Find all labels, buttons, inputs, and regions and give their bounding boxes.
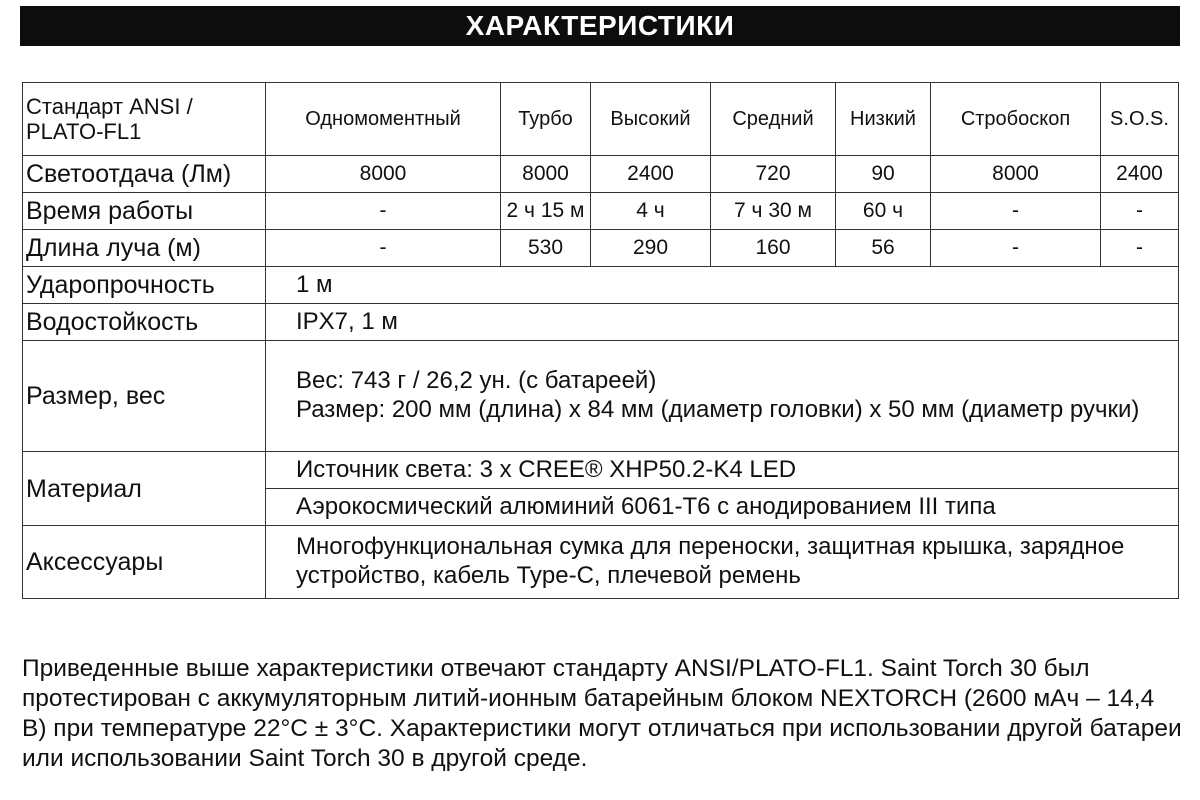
row-label: Материал: [23, 452, 266, 526]
table-cell: 720: [711, 156, 836, 193]
table-row-material: [23, 452, 1179, 489]
table-cell: -: [1101, 230, 1179, 267]
header-mode: S.O.S.: [1101, 83, 1179, 156]
weight-text: Вес: 743 г / 26,2 ун. (с батареей): [296, 367, 657, 395]
header-mode: Турбо: [501, 83, 591, 156]
table-row: [23, 156, 1179, 193]
table-row: [23, 230, 1179, 267]
table-cell: 2 ч 15 м: [501, 193, 591, 230]
table-cell: 8000: [266, 156, 501, 193]
impact-value: 1 м: [266, 267, 1179, 304]
water-value: IPX7, 1 м: [266, 304, 1179, 341]
footnote-paragraph: Приведенные выше характеристики отвечают стандарту ANSI/PLATO-FL1. Saint Torch 30 был протестирован с аккумуляторным литий-ионным батарейным блоком NEXTORCH (2600 мАч – 14,4 В) при температуре 22°C ± 3°C. Характеристики могут отличаться при использовании другой батареи или использовании Saint Torch 30 в другой среде.: [22, 655, 1182, 773]
row-label: Светоотдача (Лм): [23, 156, 266, 193]
table-cell: 530: [501, 230, 591, 267]
dimensions-text: Размер: 200 мм (длина) x 84 мм (диаметр головки) x 50 мм (диаметр ручки): [296, 396, 1140, 423]
accessories-value: Многофункциональная сумка для переноски, защитная крышка, зарядное устройство, кабель Type-C, плечевой ремень: [266, 526, 1179, 599]
row-label: Ударопрочность: [23, 267, 266, 304]
specs-title: ХАРАКТЕРИСТИКИ: [465, 10, 735, 41]
table-cell: -: [1101, 193, 1179, 230]
table-cell: -: [266, 230, 501, 267]
table-row-accessories: [23, 526, 1179, 599]
table-row-impact: [23, 267, 1179, 304]
table-row-size: [23, 341, 1179, 452]
header-mode: Средний: [711, 83, 836, 156]
table-cell: 60 ч: [836, 193, 931, 230]
row-label: Длина луча (м): [23, 230, 266, 267]
material-light-source: Источник света: 3 x CREE® XHP50.2-K4 LED: [266, 452, 1179, 489]
header-mode: Высокий: [591, 83, 711, 156]
material-body: Аэрокосмический алюминий 6061-T6 с анодированием III типа: [266, 489, 1179, 526]
table-cell: 8000: [931, 156, 1101, 193]
row-label: Время работы: [23, 193, 266, 230]
row-label: Водостойкость: [23, 304, 266, 341]
header-mode: Низкий: [836, 83, 931, 156]
size-value: [266, 341, 1179, 452]
table-cell: -: [266, 193, 501, 230]
table-row-water: [23, 304, 1179, 341]
row-label: Аксессуары: [23, 526, 266, 599]
specs-table: [22, 82, 1179, 599]
table-row: [23, 193, 1179, 230]
table-cell: -: [931, 193, 1101, 230]
table-header-row: [23, 83, 1179, 156]
table-cell: 4 ч: [591, 193, 711, 230]
table-cell: 7 ч 30 м: [711, 193, 836, 230]
table-cell: 8000: [501, 156, 591, 193]
header-standard-label: Стандарт ANSI / PLATO-FL1: [23, 83, 266, 156]
table-cell: -: [931, 230, 1101, 267]
table-cell: 2400: [591, 156, 711, 193]
specs-title-banner: [20, 6, 1180, 46]
header-mode: Одномоментный: [266, 83, 501, 156]
table-cell: 290: [591, 230, 711, 267]
table-cell: 160: [711, 230, 836, 267]
table-cell: 90: [836, 156, 931, 193]
table-cell: 2400: [1101, 156, 1179, 193]
table-cell: 56: [836, 230, 931, 267]
row-label: Размер, вес: [23, 341, 266, 452]
header-mode: Стробоскоп: [931, 83, 1101, 156]
